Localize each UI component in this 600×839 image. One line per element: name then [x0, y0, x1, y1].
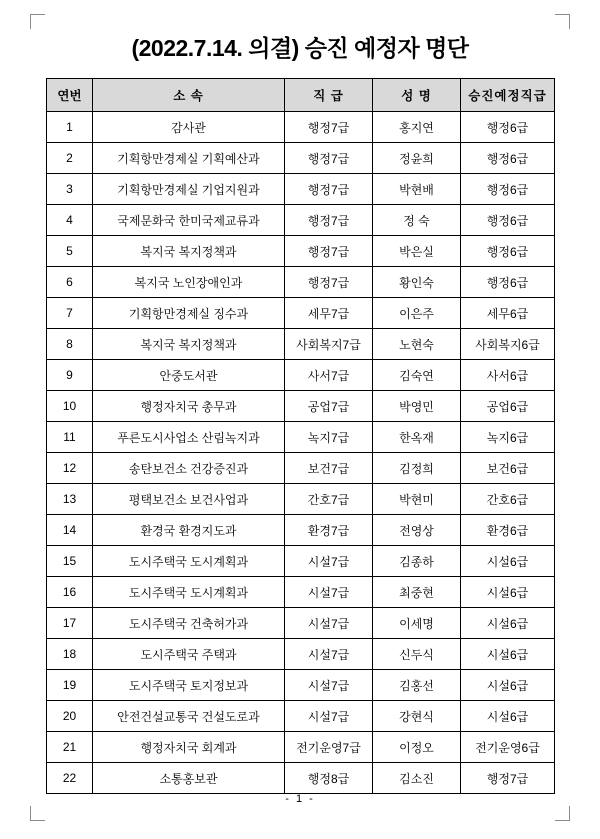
cell-grade: 간호7급: [285, 484, 373, 515]
table-row: [47, 546, 555, 577]
cell-department: 국제문화국 한미국제교류과: [93, 205, 285, 236]
cell-promotion-grade: 간호6급: [461, 484, 555, 515]
cell-promotion-grade: 행정6급: [461, 236, 555, 267]
cell-no: 11: [47, 422, 93, 453]
cell-department: 행정자치국 회계과: [93, 732, 285, 763]
cell-department: 도시주택국 토지정보과: [93, 670, 285, 701]
cell-promotion-grade: 녹지6급: [461, 422, 555, 453]
cell-grade: 행정7급: [285, 143, 373, 174]
cell-department: 안중도서관: [93, 360, 285, 391]
cell-grade: 시설7급: [285, 546, 373, 577]
cell-no: 16: [47, 577, 93, 608]
cell-grade: 환경7급: [285, 515, 373, 546]
cell-no: 4: [47, 205, 93, 236]
cell-no: 10: [47, 391, 93, 422]
table-row: [47, 701, 555, 732]
cell-no: 22: [47, 763, 93, 794]
cell-department: 안전건설교통국 건설도로과: [93, 701, 285, 732]
cell-grade: 시설7급: [285, 670, 373, 701]
cell-department: 푸른도시사업소 산림녹지과: [93, 422, 285, 453]
cell-no: 20: [47, 701, 93, 732]
cell-name: 김정희: [373, 453, 461, 484]
cell-no: 13: [47, 484, 93, 515]
cell-no: 1: [47, 112, 93, 143]
cell-promotion-grade: 시설6급: [461, 639, 555, 670]
cell-name: 이세명: [373, 608, 461, 639]
cell-department: 기획항만경제실 징수과: [93, 298, 285, 329]
cell-department: 소통홍보관: [93, 763, 285, 794]
cell-promotion-grade: 행정7급: [461, 763, 555, 794]
cell-promotion-grade: 시설6급: [461, 701, 555, 732]
page-number: - 1 -: [285, 793, 315, 805]
cell-grade: 사서7급: [285, 360, 373, 391]
table-row: [47, 763, 555, 794]
cell-no: 5: [47, 236, 93, 267]
cell-department: 복지국 노인장애인과: [93, 267, 285, 298]
cell-grade: 시설7급: [285, 608, 373, 639]
cell-name: 황인숙: [373, 267, 461, 298]
cell-name: 정 숙: [373, 205, 461, 236]
cell-name: 박은실: [373, 236, 461, 267]
cell-no: 15: [47, 546, 93, 577]
crop-mark-bottom-left: [30, 806, 45, 821]
cell-name: 전영상: [373, 515, 461, 546]
cell-no: 19: [47, 670, 93, 701]
cell-promotion-grade: 시설6급: [461, 577, 555, 608]
cell-promotion-grade: 공업6급: [461, 391, 555, 422]
cell-promotion-grade: 보건6급: [461, 453, 555, 484]
cell-grade: 행정7급: [285, 236, 373, 267]
cell-name: 박영민: [373, 391, 461, 422]
crop-mark-top-right: [555, 14, 570, 29]
cell-department: 평택보건소 보건사업과: [93, 484, 285, 515]
table-row: [47, 236, 555, 267]
table-row: [47, 670, 555, 701]
cell-name: 이정오: [373, 732, 461, 763]
cell-name: 이은주: [373, 298, 461, 329]
cell-promotion-grade: 세무6급: [461, 298, 555, 329]
cell-promotion-grade: 행정6급: [461, 205, 555, 236]
cell-grade: 전기운영7급: [285, 732, 373, 763]
cell-promotion-grade: 사회복지6급: [461, 329, 555, 360]
cell-grade: 행정7급: [285, 174, 373, 205]
cell-no: 8: [47, 329, 93, 360]
promotion-roster-table: [46, 78, 555, 794]
cell-grade: 공업7급: [285, 391, 373, 422]
table-header-row: [47, 79, 555, 112]
cell-grade: 행정7급: [285, 112, 373, 143]
table-header: [47, 79, 555, 112]
cell-name: 박현배: [373, 174, 461, 205]
cell-no: 12: [47, 453, 93, 484]
cell-promotion-grade: 시설6급: [461, 608, 555, 639]
cell-grade: 보건7급: [285, 453, 373, 484]
table-row: [47, 174, 555, 205]
cell-promotion-grade: 사서6급: [461, 360, 555, 391]
cell-grade: 행정7급: [285, 205, 373, 236]
cell-no: 17: [47, 608, 93, 639]
column-header-department: 소 속: [93, 79, 285, 112]
cell-department: 기획항만경제실 기업지원과: [93, 174, 285, 205]
column-header-grade: 직 급: [285, 79, 373, 112]
cell-department: 행정자치국 총무과: [93, 391, 285, 422]
cell-promotion-grade: 행정6급: [461, 267, 555, 298]
cell-name: 노현숙: [373, 329, 461, 360]
cell-name: 김홍선: [373, 670, 461, 701]
cell-grade: 시설7급: [285, 639, 373, 670]
cell-grade: 사회복지7급: [285, 329, 373, 360]
cell-no: 18: [47, 639, 93, 670]
table-body: [47, 112, 555, 794]
cell-no: 21: [47, 732, 93, 763]
cell-department: 복지국 복지정책과: [93, 329, 285, 360]
table-row: [47, 298, 555, 329]
column-header-promotion-grade: 승진예정직급: [461, 79, 555, 112]
cell-promotion-grade: 전기운영6급: [461, 732, 555, 763]
cell-promotion-grade: 환경6급: [461, 515, 555, 546]
table-row: [47, 112, 555, 143]
cell-no: 14: [47, 515, 93, 546]
cell-name: 박현미: [373, 484, 461, 515]
table-row: [47, 608, 555, 639]
table-row: [47, 732, 555, 763]
cell-grade: 시설7급: [285, 577, 373, 608]
table-row: [47, 453, 555, 484]
cell-name: 홍지연: [373, 112, 461, 143]
cell-department: 환경국 환경지도과: [93, 515, 285, 546]
cell-promotion-grade: 행정6급: [461, 174, 555, 205]
cell-department: 도시주택국 건축허가과: [93, 608, 285, 639]
crop-mark-top-left: [30, 14, 45, 29]
cell-department: 복지국 복지정책과: [93, 236, 285, 267]
cell-name: 신두식: [373, 639, 461, 670]
table-row: [47, 329, 555, 360]
table-row: [47, 639, 555, 670]
cell-department: 도시주택국 도시계획과: [93, 546, 285, 577]
cell-name: 김종하: [373, 546, 461, 577]
cell-name: 강현식: [373, 701, 461, 732]
cell-no: 7: [47, 298, 93, 329]
table-row: [47, 515, 555, 546]
cell-no: 2: [47, 143, 93, 174]
cell-department: 기획항만경제실 기획예산과: [93, 143, 285, 174]
column-header-no: 연번: [47, 79, 93, 112]
cell-no: 9: [47, 360, 93, 391]
cell-grade: 행정7급: [285, 267, 373, 298]
table-row: [47, 143, 555, 174]
table-row: [47, 205, 555, 236]
cell-department: 송탄보건소 건강증진과: [93, 453, 285, 484]
table-row: [47, 422, 555, 453]
cell-grade: 행정8급: [285, 763, 373, 794]
table-row: [47, 484, 555, 515]
cell-department: 도시주택국 도시계획과: [93, 577, 285, 608]
crop-mark-bottom-right: [555, 806, 570, 821]
cell-name: 최중현: [373, 577, 461, 608]
cell-no: 6: [47, 267, 93, 298]
page-title: (2022.7.14. 의결) 승진 예정자 명단: [131, 35, 469, 61]
cell-promotion-grade: 행정6급: [461, 143, 555, 174]
cell-name: 김소진: [373, 763, 461, 794]
cell-grade: 시설7급: [285, 701, 373, 732]
cell-promotion-grade: 시설6급: [461, 670, 555, 701]
cell-department: 감사관: [93, 112, 285, 143]
cell-no: 3: [47, 174, 93, 205]
cell-promotion-grade: 행정6급: [461, 112, 555, 143]
cell-department: 도시주택국 주택과: [93, 639, 285, 670]
column-header-name: 성 명: [373, 79, 461, 112]
cell-name: 김숙연: [373, 360, 461, 391]
table-row: [47, 267, 555, 298]
cell-grade: 세무7급: [285, 298, 373, 329]
table-row: [47, 391, 555, 422]
cell-grade: 녹지7급: [285, 422, 373, 453]
cell-promotion-grade: 시설6급: [461, 546, 555, 577]
cell-name: 한옥재: [373, 422, 461, 453]
cell-name: 정윤희: [373, 143, 461, 174]
table-row: [47, 360, 555, 391]
table-row: [47, 577, 555, 608]
